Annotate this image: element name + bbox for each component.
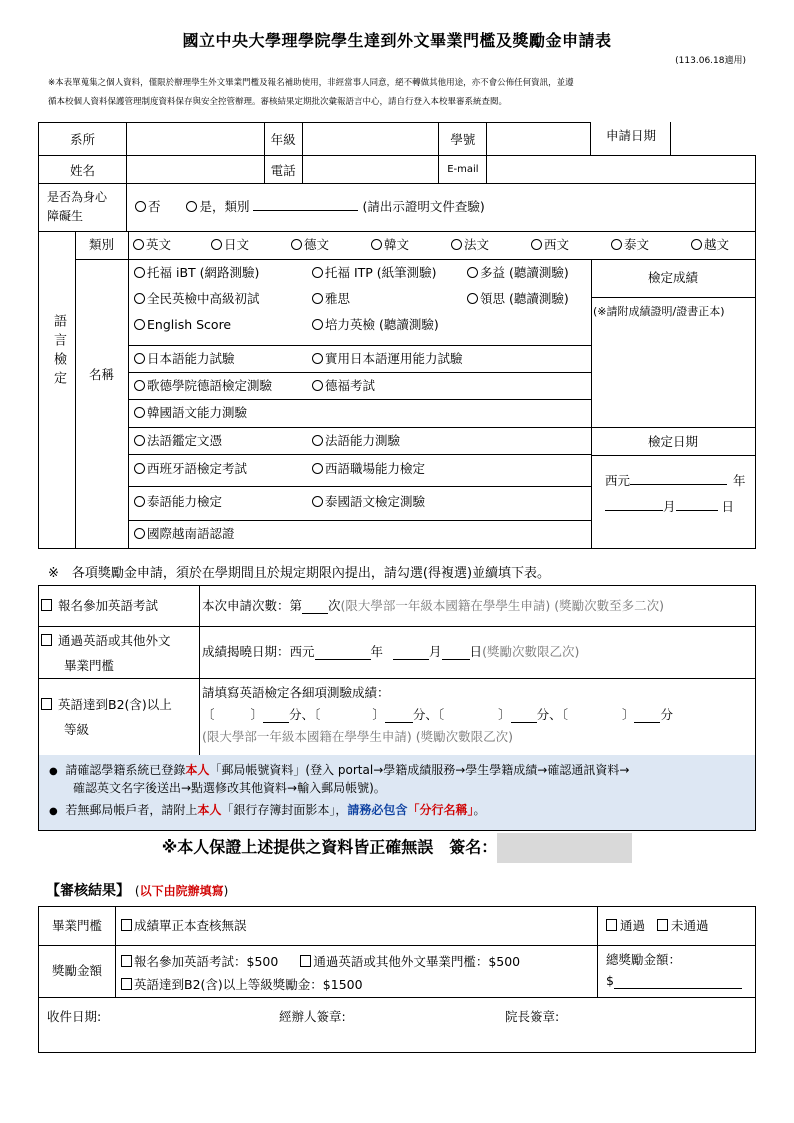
- exam-fee-text1: 本次申請次數：第: [202, 598, 303, 613]
- pass-day: 日: [469, 644, 483, 659]
- exam-fee-count-field[interactable]: [302, 599, 328, 614]
- review-total-label: 總獎勵金額：: [606, 952, 682, 967]
- pass-note: (獎勵次數限乙次): [482, 644, 580, 659]
- category-spanish: 西文: [544, 237, 570, 252]
- review-fail-label: 未通過: [671, 918, 709, 933]
- name-field[interactable]: [126, 156, 264, 184]
- award-pass-checkbox[interactable]: [41, 634, 52, 646]
- exam-fee-note: (限大學部一年級本國籍在學學生申請) (獎勵次數至多二次): [340, 598, 665, 613]
- award-pass-label-2: 畢業門檻: [64, 658, 115, 673]
- bracket-left: 〔: [202, 707, 215, 722]
- disability-options: [135, 197, 485, 215]
- bank-note-1c: 確認英文名字後送出→點選修改其他資料→輸入郵局帳號)。: [73, 781, 386, 795]
- category-korean: 韓文: [384, 237, 410, 252]
- pass-text1: 成績揭曉日期：西元: [202, 644, 315, 659]
- language-section-label: 語言檢定: [51, 314, 66, 390]
- award-b2-label-1: 英語達到B2(含)以上: [58, 697, 172, 712]
- bank-note-2: [49, 801, 485, 821]
- award-pass-label-cell: [39, 626, 200, 678]
- category-vietnamese: 越文: [704, 237, 730, 252]
- privacy-notice-line2: 循本校個人資料保護管理制度資料保存與安全控管辦理。審核結果定期批次彙報語言中心，請自行登入本校畢審系統查閱。: [48, 97, 508, 107]
- goethe-label: 歌德學院德語檢定測驗: [147, 378, 273, 393]
- review-amount-label: 獎勵金額: [39, 945, 116, 997]
- bank-note-1a: 請確認學籍系統已登錄: [65, 763, 186, 777]
- privacy-notice-line1: ※本表單蒐集之個人資料，僅限於辦理學生外文畢業門檻及報名補助使用，非經當事人同意，絕不轉做其他用途，亦不會公佈任何資訊，並遵: [48, 78, 574, 88]
- dele-radio[interactable]: [134, 463, 145, 474]
- exam-name-label: 名稱: [88, 367, 114, 382]
- handler-sign-label: 經辦人簽章:: [279, 1009, 346, 1024]
- apply-date-label: 申請日期: [605, 128, 656, 143]
- bracket-left: 〔: [561, 707, 568, 722]
- award-exam-fee-content: [202, 586, 664, 626]
- review-amount-options: [121, 950, 520, 996]
- dept-label: 系所: [39, 123, 127, 156]
- award-b2-checkbox[interactable]: [41, 698, 52, 710]
- award-row-exam-fee: [39, 586, 755, 627]
- received-date-label: 收件日期:: [47, 1009, 102, 1024]
- gept-label: 全民英檢中高級初試: [147, 291, 260, 306]
- pass-day-field[interactable]: [442, 645, 470, 660]
- toeic-label: 多益 (聽讀測驗): [480, 265, 569, 280]
- review-fail-checkbox[interactable]: [657, 919, 668, 931]
- category-thai: 泰文: [624, 237, 650, 252]
- toefl-ibt-radio[interactable]: [134, 267, 145, 278]
- linguaskill-label: 領思 (聽讀測驗): [480, 291, 569, 306]
- category-spanish-radio[interactable]: [531, 239, 542, 250]
- date-line-2: [605, 497, 734, 515]
- email-field[interactable]: [487, 156, 756, 184]
- score-field[interactable]: [591, 316, 755, 426]
- goethe-radio[interactable]: [134, 380, 145, 391]
- bracket-right: 〕: [498, 707, 511, 722]
- score-header: 檢定成績: [591, 259, 755, 298]
- exam-row-7: [134, 427, 400, 454]
- tcf-radio[interactable]: [312, 435, 323, 446]
- bracket-left: 〔: [314, 707, 321, 722]
- toefl-itp-radio[interactable]: [312, 267, 323, 278]
- topik-radio[interactable]: [134, 407, 145, 418]
- testdaf-label: 德福考試: [325, 378, 376, 393]
- language-label-cell: [39, 231, 76, 548]
- bank-note-2-end: 。: [473, 803, 486, 817]
- vietnamese-exam-radio[interactable]: [134, 528, 145, 539]
- delf-radio[interactable]: [134, 435, 145, 446]
- category-french: 法文: [464, 237, 490, 252]
- score-date-column: [591, 259, 755, 548]
- date-year-label: 年: [733, 473, 746, 488]
- divider: [128, 486, 591, 487]
- unit: 分: [289, 707, 302, 722]
- exam-fee-text2: 次: [328, 598, 341, 613]
- date-line-1: [605, 471, 746, 489]
- dean-sign-label: 院長簽章:: [505, 1009, 560, 1024]
- exam-row-2: [134, 285, 569, 312]
- review-opt1-checkbox[interactable]: [121, 955, 132, 967]
- privacy-notice: [48, 74, 748, 112]
- pass-month-field[interactable]: [393, 645, 429, 660]
- ielts-label: 雅思: [325, 291, 351, 306]
- award-b2-label-cell: [39, 678, 200, 755]
- review-note: 以下由院辦填寫: [139, 884, 224, 898]
- category-thai-radio[interactable]: [611, 239, 622, 250]
- email-label: E-mail: [439, 156, 487, 184]
- disability-no-radio[interactable]: [135, 201, 146, 212]
- bank-note-1: [49, 761, 629, 781]
- unit: 分: [660, 707, 673, 722]
- dept-field[interactable]: [126, 123, 264, 156]
- thai-exam-radio[interactable]: [134, 496, 145, 507]
- exam-row-8: [134, 455, 425, 482]
- bank-note-2b: 「銀行存簿封面影本」，: [221, 803, 348, 817]
- review-heading: [46, 880, 228, 900]
- review-opt3-checkbox[interactable]: [121, 978, 132, 990]
- exam-row-9: [134, 488, 425, 515]
- category-english: 英文: [146, 237, 172, 252]
- review-threshold-content: [121, 907, 247, 945]
- linguaskill-radio[interactable]: [467, 293, 478, 304]
- award-exam-fee-label-cell: [39, 586, 200, 626]
- date-header: 檢定日期: [591, 427, 755, 456]
- pass-year: 年: [370, 644, 384, 659]
- review-total: [597, 945, 756, 997]
- student-id-label: 學號: [439, 123, 487, 156]
- b2-scores: [202, 704, 673, 726]
- category-options: [133, 231, 741, 259]
- bank-note-2-red2: 「分行名稱」: [407, 803, 474, 817]
- disability-no-label: 否: [148, 199, 161, 214]
- date-day-field[interactable]: [676, 510, 718, 511]
- vietnamese-exam-label: 國際越南語認證: [147, 526, 235, 541]
- phone-label: 電話: [264, 156, 302, 184]
- review-opt2-checkbox[interactable]: [300, 955, 311, 967]
- toeic-radio[interactable]: [467, 267, 478, 278]
- category-english-radio[interactable]: [133, 239, 144, 250]
- peicb-radio[interactable]: [312, 319, 323, 330]
- award-b2-label-2: 等級: [64, 722, 90, 737]
- category-japanese-radio[interactable]: [211, 239, 222, 250]
- peicb-label: 培力英檢 (聽讀測驗): [325, 317, 439, 332]
- exam-row-4: [134, 345, 463, 372]
- bracket-right: 〕: [372, 707, 385, 722]
- disability-yes-label: 是，類別: [199, 199, 250, 214]
- exam-options: [128, 259, 592, 548]
- category-vietnamese-radio[interactable]: [691, 239, 702, 250]
- review-result: [597, 907, 756, 945]
- review-opt2: 通過英語或其他外文畢業門檻：$500: [313, 954, 521, 969]
- pass-year-field[interactable]: [315, 645, 371, 660]
- unit: 分: [412, 707, 426, 722]
- unit: 分: [536, 707, 550, 722]
- signature-field[interactable]: [497, 833, 632, 863]
- b2-score-1-field[interactable]: [263, 708, 289, 723]
- category-german: 德文: [304, 237, 330, 252]
- sep: 、: [549, 707, 562, 722]
- award-exam-fee-checkbox[interactable]: [41, 599, 52, 611]
- bullet-icon: ●: [49, 766, 58, 777]
- signature-line: [0, 833, 794, 863]
- award-row-pass: [39, 626, 755, 679]
- signature-statement: ※本人保證上述提供之資料皆正確無誤 簽名：: [161, 837, 498, 857]
- delf-label: 法語鑑定文憑: [147, 433, 223, 448]
- category-row: [75, 231, 755, 260]
- bank-note-2-blue: 請務必包含: [347, 803, 408, 817]
- toefl-itp-label: 托福 ITP (紙筆測驗): [325, 265, 437, 280]
- category-korean-radio[interactable]: [371, 239, 382, 250]
- review-total-field[interactable]: [614, 974, 742, 989]
- review-note-open: (: [134, 884, 140, 898]
- b2-score-2-field[interactable]: [385, 708, 413, 723]
- grade-field[interactable]: [302, 123, 439, 156]
- disability-label-line2: 障礙生: [47, 209, 84, 223]
- disability-yes-radio[interactable]: [186, 201, 197, 212]
- thai2-exam-label: 泰國語文檢定測驗: [325, 494, 426, 509]
- date-month-label: 月: [663, 499, 676, 514]
- review-pass-label: 通過: [620, 918, 646, 933]
- disability-label: [39, 184, 127, 231]
- jlpt-label: 日本語能力試驗: [147, 351, 235, 366]
- category-japanese: 日文: [224, 237, 250, 252]
- exam-row-5: [134, 372, 375, 399]
- review-threshold-checkbox[interactable]: [121, 919, 132, 931]
- form-title: 國立中央大學理學院學生達到外文畢業門檻及獎勵金申請表: [182, 31, 612, 50]
- grade-label: 年級: [264, 123, 302, 156]
- bracket-right: 〕: [250, 707, 264, 722]
- bracket-left: 〔: [437, 707, 445, 722]
- award-row-b2: [39, 678, 755, 756]
- toefl-ibt-label: 托福 iBT (網路測驗): [147, 265, 260, 280]
- thai-exam-label: 泰語能力檢定: [147, 494, 223, 509]
- review-title: 【審核結果】: [46, 883, 130, 899]
- review-pass-checkbox[interactable]: [606, 919, 617, 931]
- siele-radio[interactable]: [312, 463, 323, 474]
- review-note-close: ): [223, 884, 229, 898]
- sep: 、: [301, 707, 315, 722]
- jlpt-radio[interactable]: [134, 353, 145, 364]
- exam-row-6: [134, 399, 247, 426]
- review-opt3: 英語達到B2(含)以上等級獎勵金：$1500: [134, 977, 363, 992]
- pass-month: 月: [429, 644, 442, 659]
- tcf-label: 法語能力測驗: [325, 433, 401, 448]
- thai2-exam-radio[interactable]: [312, 496, 323, 507]
- score-note: (※請附成績證明/證書正本): [593, 305, 725, 318]
- apply-date-field[interactable]: [670, 122, 757, 155]
- category-label: 類別: [75, 231, 129, 259]
- bank-note-1b: 「郵局帳號資料」(登入 portal→學籍成績服務→學生學籍成績→確認通訊資料→: [209, 763, 630, 777]
- review-opt1: 報名參加英語考試：$500: [134, 954, 279, 969]
- review-row-amount: [39, 945, 755, 998]
- category-french-radio[interactable]: [451, 239, 462, 250]
- jtest-label: 實用日本語運用能力試驗: [325, 351, 463, 366]
- topik-label: 韓國語文能力測驗: [147, 405, 248, 420]
- b2-text: 請填寫英語檢定各細項測驗成績：: [202, 685, 390, 700]
- date-year-field[interactable]: [630, 484, 727, 485]
- phone-field[interactable]: [302, 156, 439, 184]
- disability-type-field[interactable]: [253, 210, 358, 211]
- disability-row: [38, 184, 756, 232]
- review-total-currency: $: [606, 973, 614, 988]
- exam-row-3: [134, 311, 439, 338]
- english-score-label: English Score: [147, 317, 232, 332]
- review-row-threshold: [39, 907, 755, 946]
- review-threshold-text: 成績單正本查核無誤: [134, 918, 247, 933]
- bank-note-1-red: 本人: [185, 763, 210, 777]
- award-instruction: ※ 各項獎勵金申請，須於在學期間且於規定期限內提出，請勾選(得複選)並續填下表。: [48, 566, 551, 581]
- bullet-icon: ●: [49, 806, 58, 817]
- ielts-radio[interactable]: [312, 293, 323, 304]
- bank-info-notes: [39, 755, 755, 830]
- category-german-radio[interactable]: [291, 239, 302, 250]
- b2-score-4-field[interactable]: [634, 708, 660, 723]
- review-threshold-label: 畢業門檻: [39, 907, 116, 945]
- bank-note-2-red: 本人: [197, 803, 222, 817]
- review-table: [38, 906, 756, 1053]
- form-version: (113.06.18適用): [675, 56, 746, 66]
- bank-note-2a: 若無郵局帳戶者，請附上: [65, 803, 198, 817]
- award-section: [38, 585, 756, 831]
- sep: 、: [425, 707, 438, 722]
- dele-label: 西班牙語檢定考試: [147, 461, 248, 476]
- exam-row-10: [134, 520, 235, 547]
- award-pass-content: [202, 626, 579, 678]
- siele-label: 西語職場能力檢定: [325, 461, 426, 476]
- proof-note: (請出示證明文件查驗): [362, 199, 485, 214]
- date-month-field[interactable]: [605, 510, 663, 511]
- award-b2-content: [202, 682, 673, 748]
- disability-label-line1: 是否為身心: [47, 190, 108, 204]
- language-section: [38, 231, 756, 549]
- english-score-radio[interactable]: [134, 319, 145, 330]
- b2-note: (限大學部一年級本國籍在學學生申請) (獎勵次數限乙次): [202, 729, 513, 744]
- b2-score-3-field[interactable]: [511, 708, 537, 723]
- award-pass-label-1: 通過英語或其他外文: [58, 633, 171, 648]
- date-era: 西元: [605, 473, 631, 488]
- bracket-right: 〕: [621, 707, 635, 722]
- exam-row-1: [134, 259, 569, 286]
- award-exam-fee-label: 報名參加英語考試: [58, 598, 159, 613]
- gept-radio[interactable]: [134, 293, 145, 304]
- jtest-radio[interactable]: [312, 353, 323, 364]
- date-day-label: 日: [721, 499, 735, 514]
- exam-name-label-cell: [75, 259, 129, 548]
- testdaf-radio[interactable]: [312, 380, 323, 391]
- name-label: 姓名: [39, 156, 127, 184]
- apply-date-label-cell: [590, 122, 671, 155]
